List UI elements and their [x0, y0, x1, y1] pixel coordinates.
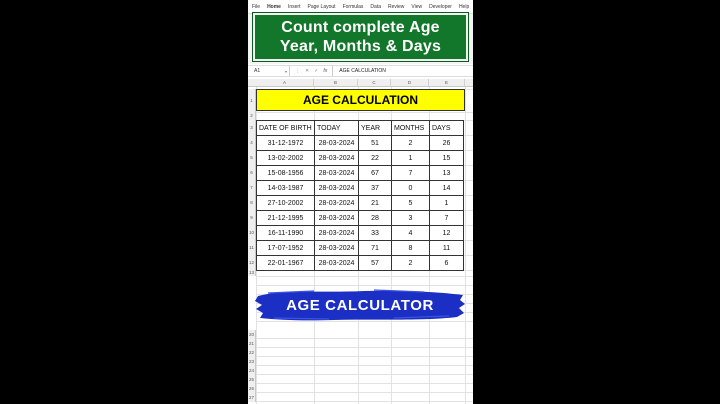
ribbon-tabs	[248, 0, 473, 14]
cell-today[interactable]: 28-03-2024	[315, 211, 359, 226]
row-header-2[interactable]: 2	[248, 112, 256, 120]
cell-date-of-birth[interactable]: 22-01-1967	[257, 256, 315, 271]
grid-row-line	[256, 338, 473, 339]
row-header-25[interactable]: 25	[248, 377, 254, 382]
cell-today[interactable]: 28-03-2024	[315, 151, 359, 166]
row-header-27[interactable]: 27	[248, 395, 254, 400]
column-header-d[interactable]: D	[391, 79, 429, 87]
cell-year[interactable]: 71	[359, 241, 392, 256]
cell-days[interactable]: 12	[430, 226, 464, 241]
column-header-e[interactable]: E	[429, 79, 465, 87]
table-row	[257, 181, 464, 196]
title-line-1: Count complete Age	[281, 19, 440, 36]
grid-row-line	[256, 276, 473, 277]
cell-days[interactable]: 1	[430, 196, 464, 211]
cell-days[interactable]: 13	[430, 166, 464, 181]
cell-months[interactable]: 2	[392, 256, 430, 271]
age-calculator-badge	[254, 287, 466, 323]
cell-months[interactable]: 5	[392, 196, 430, 211]
cell-today[interactable]: 28-03-2024	[315, 256, 359, 271]
cell-date-of-birth[interactable]: 21-12-1995	[257, 211, 315, 226]
cell-year[interactable]: 57	[359, 256, 392, 271]
table-row	[257, 166, 464, 181]
formula-input[interactable]: AGE CALCULATION	[339, 68, 386, 74]
grid-row-line	[256, 347, 473, 348]
header-days[interactable]: DAYS	[430, 121, 464, 136]
row-header-4[interactable]: 4	[248, 135, 256, 150]
cell-today[interactable]: 28-03-2024	[315, 226, 359, 241]
column-header-c[interactable]: C	[358, 79, 391, 87]
cell-months[interactable]: 7	[392, 166, 430, 181]
ribbon-tab-page-layout[interactable]: Page Layout	[307, 3, 336, 10]
row-header-21[interactable]: 21	[248, 341, 254, 346]
cell-year[interactable]: 22	[359, 151, 392, 166]
row-header-6[interactable]: 6	[248, 165, 256, 180]
cell-date-of-birth[interactable]: 13-02-2002	[257, 151, 315, 166]
row-header-7[interactable]: 7	[248, 180, 256, 195]
row-header-20[interactable]: 20	[248, 332, 254, 337]
table-row	[257, 256, 464, 271]
grid-row-line	[256, 285, 473, 286]
name-box[interactable]	[250, 66, 290, 76]
cell-date-of-birth[interactable]: 15-08-1956	[257, 166, 315, 181]
cell-year[interactable]: 37	[359, 181, 392, 196]
cell-days[interactable]: 6	[430, 256, 464, 271]
table-row	[257, 196, 464, 211]
cell-year[interactable]: 21	[359, 196, 392, 211]
table-row	[257, 151, 464, 166]
ribbon-tab-formulas[interactable]: Formulas	[342, 3, 364, 10]
cell-months[interactable]: 2	[392, 136, 430, 151]
cell-today[interactable]: 28-03-2024	[315, 136, 359, 151]
ribbon-tab-home[interactable]: Home	[267, 3, 281, 10]
cell-today[interactable]: 28-03-2024	[315, 196, 359, 211]
cell-months[interactable]: 3	[392, 211, 430, 226]
cancel-icon[interactable]: ✕	[305, 68, 310, 74]
age-table	[256, 120, 464, 271]
column-header-a[interactable]: A	[256, 79, 314, 87]
grid-row-line	[256, 356, 473, 357]
cell-year[interactable]: 67	[359, 166, 392, 181]
cell-date-of-birth[interactable]: 14-03-1987	[257, 181, 315, 196]
cell-months[interactable]: 1	[392, 151, 430, 166]
cell-date-of-birth[interactable]: 31-12-1972	[257, 136, 315, 151]
column-headers	[248, 79, 473, 87]
age-calculator-label: AGE CALCULATOR	[286, 296, 434, 314]
ribbon-tab-data[interactable]: Data	[370, 3, 381, 10]
ribbon-tab-file[interactable]: File	[252, 3, 261, 10]
table-row	[257, 211, 464, 226]
spreadsheet-window	[248, 0, 473, 404]
row-header-11[interactable]: 11	[248, 240, 256, 255]
table-header-row	[257, 121, 464, 136]
cell-date-of-birth[interactable]: 16-11-1990	[257, 226, 315, 241]
row-header-8[interactable]: 8	[248, 195, 256, 210]
row-header-13[interactable]: 13	[248, 270, 254, 275]
ribbon-tab-developer[interactable]: Developer	[429, 3, 452, 10]
row-header-5[interactable]: 5	[248, 150, 256, 165]
ribbon-tab-review[interactable]: Review	[387, 3, 405, 10]
cell-today[interactable]: 28-03-2024	[315, 181, 359, 196]
row-header-9[interactable]: 9	[248, 210, 256, 225]
cell-date-of-birth[interactable]: 27-10-2002	[257, 196, 315, 211]
ribbon-tab-view[interactable]: View	[411, 3, 423, 10]
row-header-26[interactable]: 26	[248, 386, 254, 391]
table-row	[257, 136, 464, 151]
row-header-10[interactable]: 10	[248, 225, 256, 240]
cell-year[interactable]: 51	[359, 136, 392, 151]
title-line-2: Year, Months & Days	[279, 38, 442, 55]
header-today[interactable]: TODAY	[315, 121, 359, 136]
row-header-3[interactable]: 3	[248, 120, 256, 135]
table-body	[257, 136, 464, 271]
table-row	[257, 226, 464, 241]
formula-bar	[248, 65, 473, 77]
header-months[interactable]: MONTHS	[392, 121, 430, 136]
cell-year[interactable]: 33	[359, 226, 392, 241]
cell-months[interactable]: 8	[392, 241, 430, 256]
formula-icons	[290, 66, 333, 76]
grid-row-line	[256, 374, 473, 375]
age-calculation-title[interactable]: AGE CALCULATION	[256, 89, 465, 111]
table-row	[257, 241, 464, 256]
row-header-22[interactable]: 22	[248, 350, 254, 355]
cell-today[interactable]: 28-03-2024	[315, 241, 359, 256]
row-header-23[interactable]: 23	[248, 359, 254, 364]
row-header-12[interactable]: 12	[248, 255, 256, 270]
confirm-icon[interactable]: ✓	[314, 68, 319, 74]
header-year[interactable]: YEAR	[359, 121, 392, 136]
header-date-of-birth[interactable]: DATE OF BIRTH	[257, 121, 315, 136]
cell-days[interactable]: 11	[430, 241, 464, 256]
cell-year[interactable]: 28	[359, 211, 392, 226]
row-header-1[interactable]: 1	[248, 89, 256, 112]
cell-months[interactable]: 4	[392, 226, 430, 241]
row-header-24[interactable]: 24	[248, 368, 254, 373]
grid-row-line	[256, 383, 473, 384]
grid-row-line	[256, 365, 473, 366]
name-box-value: A1	[254, 68, 261, 74]
grid-row-line	[256, 112, 473, 113]
grid-row-line	[256, 401, 473, 402]
cell-days[interactable]: 14	[430, 181, 464, 196]
column-header-b[interactable]: B	[314, 79, 358, 87]
more-icon: ⋮	[295, 68, 300, 74]
grid-row-line	[256, 392, 473, 393]
function-icon[interactable]: fx	[323, 68, 328, 74]
title-banner	[253, 13, 468, 61]
ribbon-tab-insert[interactable]: Insert	[287, 3, 301, 10]
cell-days[interactable]: 7	[430, 211, 464, 226]
chevron-down-icon[interactable]: ▾	[284, 68, 287, 74]
cell-today[interactable]: 28-03-2024	[315, 166, 359, 181]
cell-months[interactable]: 0	[392, 181, 430, 196]
cell-date-of-birth[interactable]: 17-07-1952	[257, 241, 315, 256]
cell-days[interactable]: 15	[430, 151, 464, 166]
cell-days[interactable]: 26	[430, 136, 464, 151]
ribbon-tab-help[interactable]: Help	[458, 3, 470, 10]
